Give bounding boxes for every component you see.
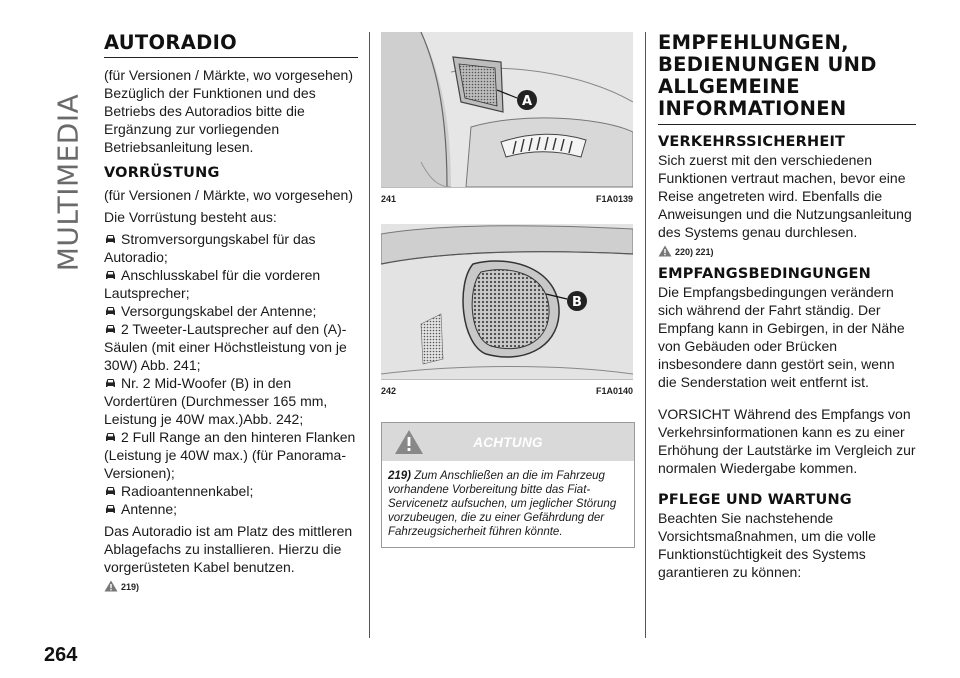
column-recommendations — [658, 32, 916, 581]
warning-box — [381, 422, 635, 548]
warning-triangle-icon — [104, 580, 118, 592]
heading-verkehrssicherheit: VERKEHRSSICHERHEIT — [658, 134, 846, 150]
figure-label-a: A — [521, 94, 533, 109]
warning-text — [388, 469, 628, 539]
car-bullet-icon — [104, 485, 117, 497]
car-bullet-icon — [104, 305, 117, 317]
figure-tweeter-a-pillar — [381, 32, 633, 188]
heading-autoradio: AUTORADIO — [104, 32, 358, 58]
figure-number: 241 — [381, 194, 397, 204]
column-autoradio — [104, 32, 358, 592]
figure-242-caption — [381, 386, 633, 400]
warning-reference-number: 219) — [121, 582, 140, 592]
warning-reference-numbers: 220) 221) — [675, 247, 714, 257]
figure-241-caption — [381, 194, 633, 208]
warning-body-text: Zum Anschließen an die im Fahrzeug vorhandene Vorbereitung bitte das Fiat-Servicenetz aufsuchen, um jeglicher Störung vorzubeugen, die zu einer Gefährdung der Fahrzeugsicherheit führen könnte. — [388, 470, 617, 538]
chapter-side-label-text: MULTIMEDIA — [51, 93, 85, 271]
page-number: 264 — [44, 644, 78, 666]
warning-ref-number: 219) — [388, 470, 412, 482]
warning-box-header — [382, 423, 634, 461]
figure-code: F1A0140 — [595, 386, 633, 396]
para-vorsicht: VORSICHT Während des Empfangs von Verkehrsinformationen kann es zu einer Erhöhung der Lautstärke im Vergleich zur normalen Wiedergabe kommen. — [658, 406, 916, 476]
warning-reference — [104, 580, 358, 592]
list-item: Versorgungskabel der Antenne; — [104, 302, 358, 320]
car-bullet-icon — [104, 233, 117, 245]
list-item: Radioantennenkabel; — [104, 482, 358, 500]
para-installation: Das Autoradio ist am Platz des mittleren Ablagefachs zu installieren. Hierzu die vorgerüsteten Kabel benutzen. — [104, 523, 353, 575]
chapter-side-label — [44, 93, 92, 271]
heading-pflege-wartung: PFLEGE UND WARTUNG — [658, 492, 852, 508]
column-figures — [381, 32, 633, 548]
heading-recommendations: EMPFEHLUNGEN, BEDIENUNGEN UND ALLGEMEINE INFORMATIONEN — [658, 32, 916, 125]
warning-box-body — [382, 461, 634, 547]
figure-code: F1A0139 — [595, 194, 633, 204]
figure-number: 242 — [381, 386, 397, 396]
para-pflege-wartung: Beachten Sie nachstehende Vorsichtsmaßnahmen, um die volle Funktionstüchtigkeit des Systems garantieren zu können: — [658, 510, 876, 580]
list-item: Stromversorgungskabel für das Autoradio; — [104, 231, 316, 265]
car-bullet-icon — [104, 377, 117, 389]
list-item: 2 Full Range an den hinteren Flanken (Leistung je 40W max.) (für Panorama-Versionen); — [104, 429, 356, 481]
equipment-list — [104, 230, 358, 518]
figure-241-illustration — [381, 32, 633, 187]
para-empfangsbedingungen: Die Empfangsbedingungen verändern sich während der Fahrt ständig. Der Empfang kann in Gebirgen, in der Nähe von Gebäuden oder Brücken insbesondere dann gestört sein, wenn die Senderstation weit entfernt ist. — [658, 284, 905, 390]
list-item: 2 Tweeter-Lautsprecher auf den (A)-Säulen (mit einer Höchstleistung von je 30W) Abb. 241; — [104, 321, 347, 373]
car-bullet-icon — [104, 323, 117, 335]
figure-242-illustration — [381, 224, 633, 379]
list-item: Antenne; — [104, 500, 358, 518]
figure-midwoofer-door — [381, 224, 633, 380]
car-bullet-icon — [104, 269, 117, 281]
warning-triangle-icon — [658, 245, 672, 257]
para-vorruestung-intro: Die Vorrüstung besteht aus: — [104, 209, 277, 225]
para-verkehrssicherheit: Sich zuerst mit den verschiedenen Funktionen vertraut machen, bevor eine Reise angetreten wird. Ebenfalls die Anweisungen und die Nutzungsanleitung des Systems genau durchlesen. — [658, 152, 912, 240]
heading-vorruestung: VORRÜSTUNG — [104, 165, 220, 181]
column-divider-1 — [369, 32, 370, 638]
car-bullet-icon — [104, 431, 117, 443]
warning-triangle-icon — [394, 429, 424, 455]
warning-reference — [658, 245, 916, 257]
list-item: Nr. 2 Mid-Woofer (B) in den Vordertüren (Durchmesser 165 mm, Leistung je 40W max.)Abb. 242; — [104, 375, 328, 427]
para-versions-note: (für Versionen / Märkte, wo vorgesehen) — [104, 67, 354, 83]
para-radio-functions: Bezüglich der Funktionen und des Betriebs des Autoradios bitte die Ergänzung zur vorliegenden Betriebsanleitung lesen. — [104, 85, 316, 155]
figure-label-b: B — [572, 295, 582, 310]
column-divider-2 — [645, 32, 646, 638]
car-bullet-icon — [104, 503, 117, 515]
warning-title: ACHTUNG — [473, 434, 543, 450]
list-item: Anschlusskabel für die vorderen Lautsprecher; — [104, 267, 321, 301]
para-versions-note-2: (für Versionen / Märkte, wo vorgesehen) — [104, 187, 354, 203]
heading-empfangsbedingungen: EMPFANGSBEDINGUNGEN — [658, 266, 871, 282]
